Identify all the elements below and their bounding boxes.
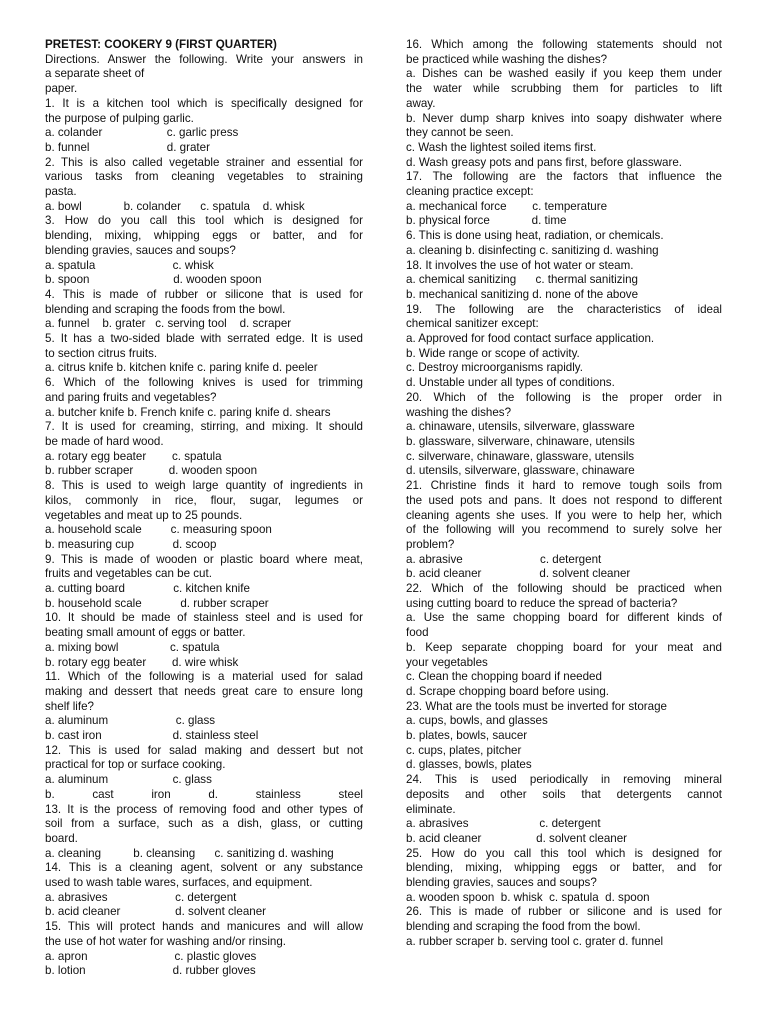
text-line: 14. This is a cleaning agent, solvent or any substance	[45, 861, 363, 875]
text-line: fruits and vegetables can be cut.	[45, 567, 212, 581]
text-line: the purpose of pulping garlic.	[45, 111, 194, 125]
text-line: the use of hot water for washing and/or rinsing.	[45, 934, 287, 948]
text-line: blending, mixing, whipping eggs or batter, and for	[45, 229, 363, 243]
text-line: a. chemical sanitizing c. thermal sanitizing	[406, 273, 638, 287]
text-line: a. household scale c. measuring spoon	[45, 523, 272, 537]
text-line: board.	[45, 831, 78, 845]
text-line: be practiced while washing the dishes?	[406, 52, 608, 66]
text-line: a. cutting board c. kitchen knife	[45, 582, 250, 596]
right-column	[406, 38, 722, 950]
text-line: b. plates, bowls, saucer	[406, 729, 528, 743]
text-line: a. Use the same chopping board for different kinds of	[406, 611, 722, 625]
text-line: 6. Which of the following knives is used for trimming	[45, 376, 363, 390]
text-line: cleaning agents she uses. If you were to help her, which	[406, 508, 722, 522]
text-line: c. Wash the lightest soiled items first.	[406, 140, 597, 154]
text-line: d. Wash greasy pots and pans first, before glassware.	[406, 155, 683, 169]
text-line: the water while scrubbing them for particles to lift	[406, 82, 722, 96]
text-line: food	[406, 626, 429, 640]
text-line: 16. Which among the following statements should not	[406, 38, 722, 51]
text-line: 6. This is done using heat, radiation, or chemicals.	[406, 229, 664, 243]
text-line: b. cast iron d. stainless steel	[45, 787, 363, 801]
text-line: 1. It is a kitchen tool which is specifically designed for	[45, 96, 363, 110]
text-line: 5. It has a two-sided blade with serrated edge. It is used	[45, 332, 363, 346]
text-line: making and dessert that needs great care to ensure long	[45, 684, 363, 698]
text-line: c. Clean the chopping board if needed	[406, 670, 602, 684]
text-line: blending and scraping the food from the bowl.	[406, 920, 641, 934]
text-line: b. lotion d. rubber gloves	[45, 964, 256, 978]
text-line: 21. Christine finds it hard to remove tough soils from	[406, 479, 722, 493]
text-line: pasta.	[45, 185, 77, 199]
text-line: b. household scale d. rubber scraper	[45, 596, 269, 610]
text-line: 23. What are the tools must be inverted for storage	[406, 699, 667, 713]
text-line: 18. It involves the use of hot water or steam.	[406, 258, 634, 272]
text-line: beating small amount of eggs or batter.	[45, 626, 246, 640]
text-line: cleaning practice except:	[406, 185, 534, 199]
text-line: b. rubber scraper d. wooden spoon	[45, 464, 258, 478]
text-line: b. acid cleaner d. solvent cleaner	[406, 831, 628, 845]
text-line: paper.	[45, 82, 78, 96]
text-line: b. spoon d. wooden spoon	[45, 273, 262, 287]
text-line: vegetables and meat up to 25 pounds.	[45, 508, 243, 522]
text-line: b. funnel d. grater	[45, 140, 210, 154]
text-line: a. abrasive c. detergent	[406, 552, 602, 566]
text-line: a. bowl b. colander c. spatula d. whisk	[45, 199, 305, 213]
text-line: b. rotary egg beater d. wire whisk	[45, 655, 239, 669]
text-line: of the following will you recommend to surely solve her	[406, 523, 722, 537]
text-line: b. Keep separate chopping board for your meat and	[406, 640, 722, 654]
text-line: 15. This will protect hands and manicures and will allow	[45, 920, 363, 934]
text-line: a. apron c. plastic gloves	[45, 949, 257, 963]
text-line: a. mechanical force c. temperature	[406, 199, 608, 213]
text-line: b. measuring cup d. scoop	[45, 537, 217, 551]
text-line: kilos, commonly in rice, flour, sugar, legumes or	[45, 493, 363, 507]
text-line: 19. The following are the characteristics of ideal	[406, 302, 722, 316]
text-line: 10. It should be made of stainless steel and is used for	[45, 611, 363, 625]
text-line: practical for top or surface cooking.	[45, 758, 226, 772]
text-line: a. Dishes can be washed easily if you keep them under	[406, 67, 722, 81]
text-line: 24. This is used periodically in removing mineral	[406, 773, 722, 787]
text-line: a. colander c. garlic press	[45, 126, 239, 140]
text-line: be made of hard wood.	[45, 434, 164, 448]
text-line: a. abrasives c. detergent	[406, 817, 601, 831]
text-line: a. spatula c. whisk	[45, 258, 214, 272]
text-line: 2. This is also called vegetable strainer and essential for	[45, 155, 363, 169]
page-title: PRETEST: COOKERY 9 (FIRST QUARTER)	[45, 38, 277, 51]
text-line: chemical sanitizer except:	[406, 317, 539, 331]
text-line: a. butcher knife b. French knife c. paring knife d. shears	[45, 405, 331, 419]
text-line: a separate sheet of	[45, 67, 145, 81]
text-line: soil from a surface, such as a dish, glass, or cutting	[45, 817, 363, 831]
text-line: 9. This is made of wooden or plastic board where meat,	[45, 552, 363, 566]
text-line: blending gravies, sauces and soups?	[406, 876, 597, 890]
text-line: a. funnel b. grater c. serving tool d. scraper	[45, 317, 292, 331]
text-line: 17. The following are the factors that influence the	[406, 170, 722, 184]
text-line: a. cleaning b. cleansing c. sanitizing d. washing	[45, 846, 334, 860]
text-line: a. Approved for food contact surface application.	[406, 332, 655, 346]
text-line: a. cups, bowls, and glasses	[406, 714, 548, 728]
text-line: problem?	[406, 537, 455, 551]
text-line: 26. This is made of rubber or silicone and is used for	[406, 905, 722, 919]
text-line: using cutting board to reduce the spread of bacteria?	[406, 596, 678, 610]
text-line: d. Unstable under all types of conditions.	[406, 376, 615, 390]
left-column	[45, 38, 363, 979]
text-line: b. Wide range or scope of activity.	[406, 346, 580, 360]
text-line: eliminate.	[406, 802, 456, 816]
text-line: b. acid cleaner d. solvent cleaner	[406, 567, 631, 581]
text-line: b. Never dump sharp knives into soapy dishwater where	[406, 111, 722, 125]
text-line: b. glassware, silverware, chinaware, utensils	[406, 434, 635, 448]
text-line: c. Destroy microorganisms rapidly.	[406, 361, 583, 375]
text-line: 7. It is used for creaming, stirring, and mixing. It should	[45, 420, 363, 434]
text-line: 13. It is the process of removing food and other types of	[45, 802, 363, 816]
text-line: a. wooden spoon b. whisk c. spatula d. spoon	[406, 890, 650, 904]
text-line: 8. This is used to weigh large quantity of ingredients in	[45, 479, 363, 493]
text-line: blending and scraping the foods from the bowl.	[45, 302, 286, 316]
text-line: 12. This is used for salad making and dessert but not	[45, 743, 363, 757]
text-line: 25. How do you call this tool which is designed for	[406, 846, 722, 860]
text-line: deposits and other soils that detergents cannot	[406, 787, 722, 801]
text-line: your vegetables	[406, 655, 488, 669]
text-line: c. cups, plates, pitcher	[406, 743, 522, 757]
text-line: a. rotary egg beater c. spatula	[45, 449, 222, 463]
text-line: 4. This is made of rubber or silicone that is used for	[45, 287, 363, 301]
text-line: a. aluminum c. glass	[45, 773, 212, 787]
text-line: 20. Which of the following is the proper order in	[406, 390, 722, 404]
text-line: b. acid cleaner d. solvent cleaner	[45, 905, 267, 919]
text-line: away.	[406, 96, 436, 110]
text-line: they cannot be seen.	[406, 126, 514, 140]
text-line: 11. Which of the following is a material used for salad	[45, 670, 363, 684]
text-line: a. cleaning b. disinfecting c. sanitizing d. washing	[406, 243, 659, 257]
text-line: a. mixing bowl c. spatula	[45, 640, 220, 654]
text-line: c. silverware, chinaware, glassware, utensils	[406, 449, 635, 463]
text-line: a. rubber scraper b. serving tool c. grater d. funnel	[406, 934, 664, 948]
text-line: Directions. Answer the following. Write your answers in	[45, 52, 363, 66]
text-line: to section citrus fruits.	[45, 346, 158, 360]
text-line: blending gravies, sauces and soups?	[45, 243, 236, 257]
text-line: 22. Which of the following should be practiced when	[406, 582, 722, 596]
text-line: shelf life?	[45, 699, 94, 713]
text-line: d. utensils, silverware, glassware, chinaware	[406, 464, 635, 478]
text-line: a. abrasives c. detergent	[45, 890, 237, 904]
text-line: a. chinaware, utensils, silverware, glassware	[406, 420, 635, 434]
text-line: blending, mixing, whipping eggs or batter, and for	[406, 861, 722, 875]
text-line: and paring fruits and vegetables?	[45, 390, 217, 404]
text-line: d. glasses, bowls, plates	[406, 758, 532, 772]
text-line: a. citrus knife b. kitchen knife c. paring knife d. peeler	[45, 361, 318, 375]
text-line: b. physical force d. time	[406, 214, 567, 228]
text-line: used to wash table wares, surfaces, and equipment.	[45, 876, 313, 890]
text-line: washing the dishes?	[406, 405, 512, 419]
text-line: b. mechanical sanitizing d. none of the above	[406, 287, 639, 301]
text-line: b. cast iron d. stainless steel	[45, 729, 259, 743]
text-line: a. aluminum c. glass	[45, 714, 216, 728]
text-line: 3. How do you call this tool which is designed for	[45, 214, 363, 228]
text-line: the used pots and pans. It does not respond to different	[406, 493, 722, 507]
text-line: d. Scrape chopping board before using.	[406, 684, 610, 698]
text-line: various tasks from cleaning vegetables to straining	[45, 170, 363, 184]
